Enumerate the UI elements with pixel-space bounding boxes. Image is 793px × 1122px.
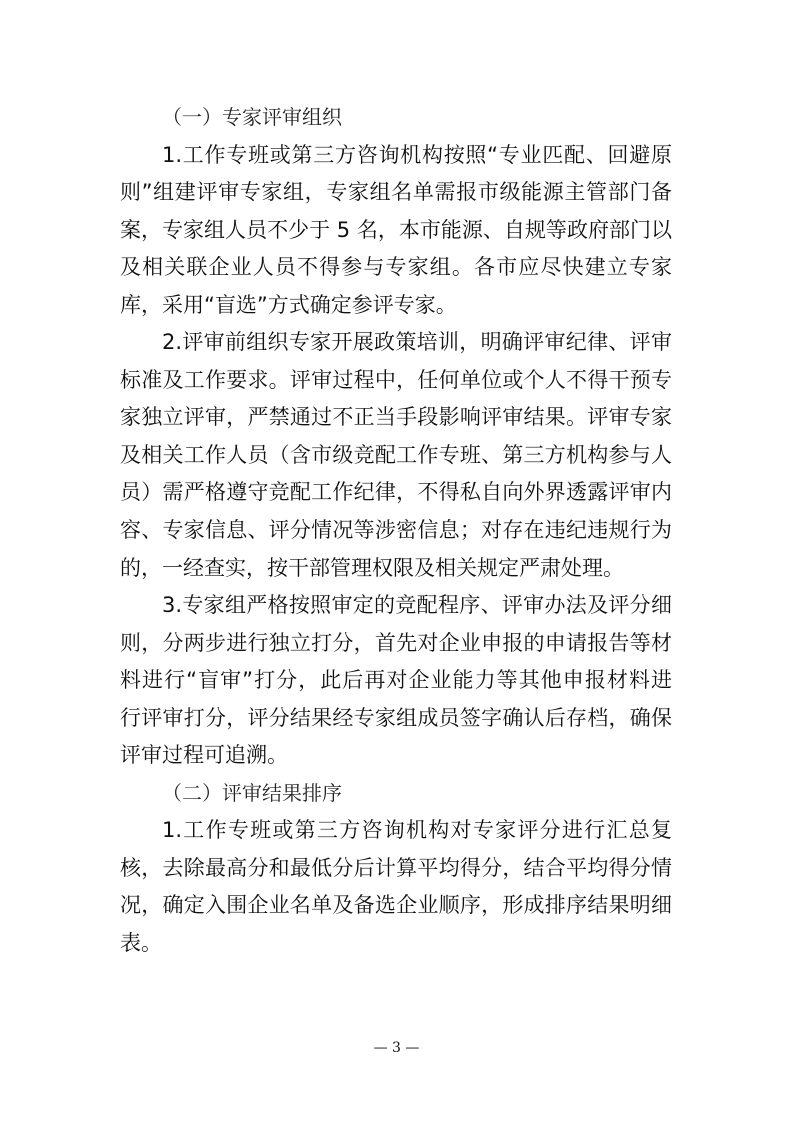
- text-line: 案，专家组人员不少于 5 名，本市能源、自规等政府部门以: [120, 217, 672, 242]
- text-line: 行评审打分，评分结果经专家组成员签字确认后存档，确保: [120, 705, 672, 730]
- text-line: 料进行“盲审”打分，此后再对企业能力等其他申报材料进: [120, 668, 672, 693]
- page-number: — 3 —: [373, 1040, 420, 1056]
- paragraph: [120, 324, 672, 587]
- text-line: 及相关联企业人员不得参与专家组。各市应尽快建立专家: [120, 255, 672, 280]
- text-line: 况，确定入围企业名单及备选企业顺序，形成排序结果明细: [120, 893, 672, 918]
- text-line: 则”组建评审专家组，专家组名单需报市级能源主管部门备: [120, 180, 672, 205]
- text-line: 家独立评审，严禁通过不正当手段影响评审结果。评审专家: [120, 405, 672, 430]
- paragraph: [120, 137, 672, 325]
- text-line: （二）评审结果排序: [162, 780, 342, 805]
- text-line: 核，去除最高分和最低分后计算平均得分，结合平均得分情: [120, 855, 672, 880]
- paragraph: [120, 587, 672, 775]
- document-body: [120, 99, 672, 963]
- text-line: 1.工作专班或第三方咨询机构按照“专业匹配、回避原: [162, 142, 672, 167]
- text-line: 库，采用“盲选”方式确定参评专家。: [120, 292, 457, 317]
- text-line: 及相关工作人员（含市级竞配工作专班、第三方机构参与人: [120, 442, 672, 467]
- text-line: 2.评审前组织专家开展政策培训，明确评审纪律、评审: [162, 330, 672, 355]
- paragraph: [120, 812, 672, 962]
- text-line: 则，分两步进行独立打分，首先对企业申报的申请报告等材: [120, 630, 672, 655]
- text-line: 3.专家组严格按照审定的竞配程序、评审办法及评分细: [162, 593, 672, 618]
- text-line: 的，一经查实，按干部管理权限及相关规定严肃处理。: [120, 555, 624, 580]
- text-line: 1.工作专班或第三方咨询机构对专家评分进行汇总复: [162, 818, 672, 843]
- text-line: 标准及工作要求。评审过程中，任何单位或个人不得干预专: [120, 367, 672, 392]
- text-line: 容、专家信息、评分情况等涉密信息；对存在违纪违规行为: [120, 518, 672, 543]
- text-line: 评审过程可追溯。: [120, 743, 288, 768]
- section-heading: [120, 775, 672, 813]
- text-line: 员）需严格遵守竞配工作纪律，不得私自向外界透露评审内: [120, 480, 672, 505]
- text-line: （一）专家评审组织: [162, 105, 342, 129]
- text-line: 表。: [120, 931, 162, 956]
- section-heading: [120, 99, 672, 137]
